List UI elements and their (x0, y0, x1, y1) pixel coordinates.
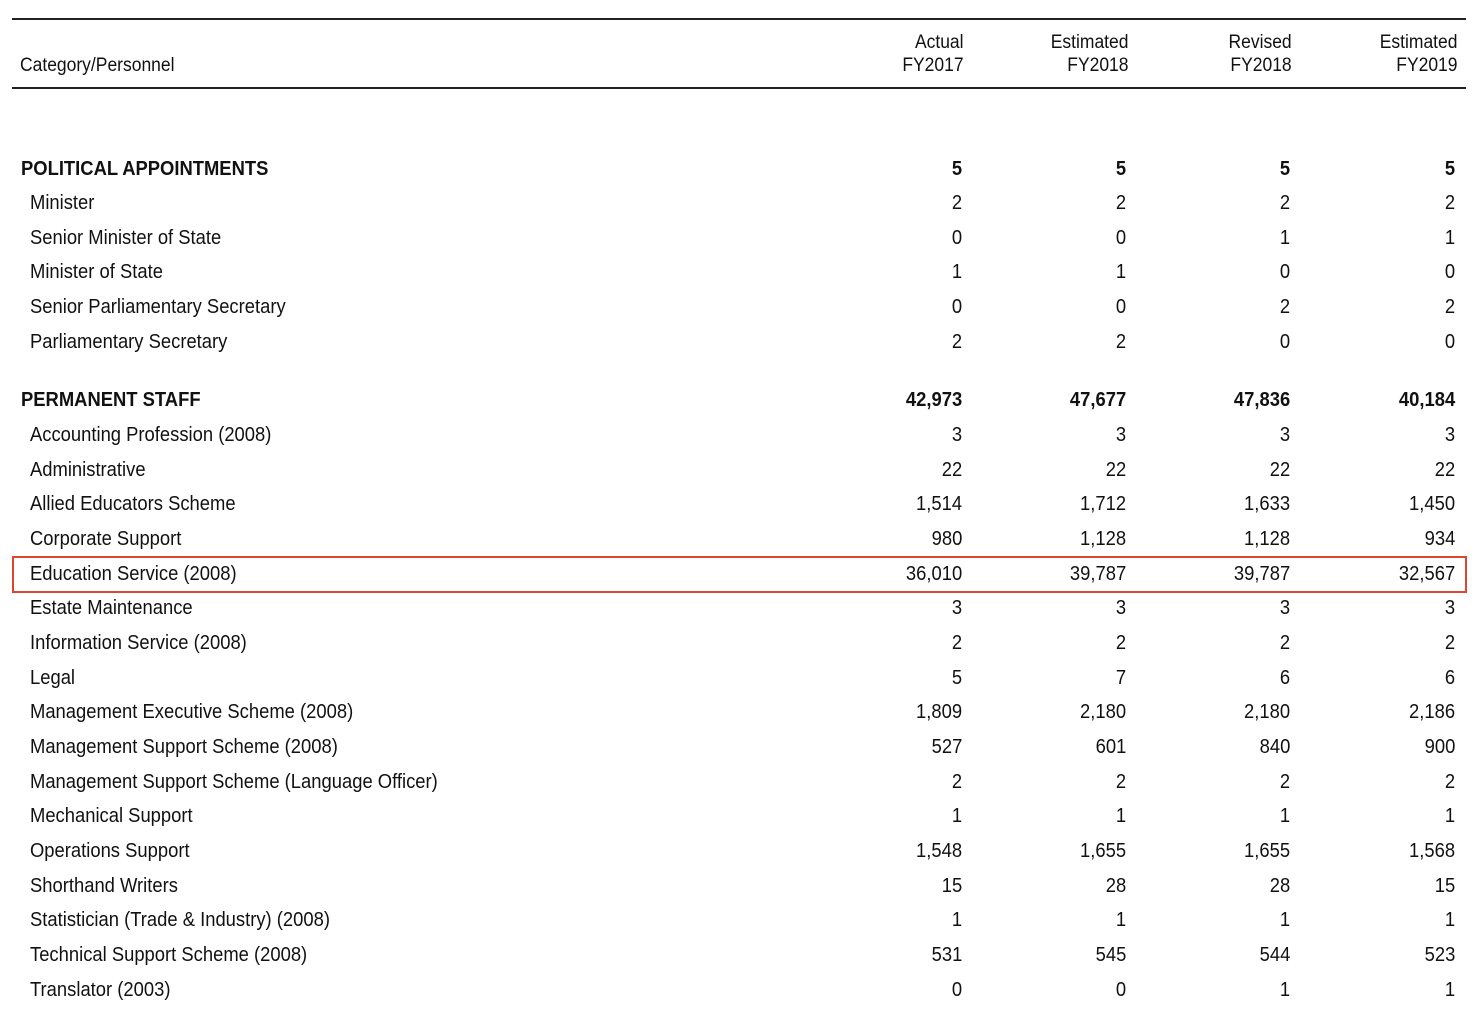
column-header-line2: FY2018 (1066, 55, 1128, 76)
value-cell: 531 (931, 944, 962, 966)
value-cell: 7 (1115, 667, 1126, 689)
column-header-line1: Estimated (1379, 32, 1457, 53)
table-row (12, 765, 1466, 799)
row-label: Corporate Support (30, 528, 182, 550)
table-row (12, 290, 1466, 324)
value-cell: 6 (1279, 667, 1290, 689)
column-header-line1: Estimated (1050, 32, 1128, 53)
column-header-line1: Actual (915, 32, 964, 53)
value-cell: 3 (1279, 424, 1290, 446)
table-row (12, 938, 1466, 972)
row-label: Allied Educators Scheme (30, 493, 236, 515)
value-cell: 3 (1444, 424, 1455, 446)
value-cell: 2,180 (1079, 701, 1126, 723)
table-row (12, 325, 1466, 359)
row-label: Education Service (2008) (30, 563, 237, 585)
group-total-cell: 5 (951, 158, 962, 180)
table-top-rule (12, 18, 1466, 20)
row-label: Accounting Profession (2008) (30, 424, 272, 446)
value-cell: 1 (951, 261, 962, 283)
row-label: Management Support Scheme (Language Officer) (30, 771, 438, 793)
value-cell: 2 (951, 331, 962, 353)
table-row (12, 186, 1466, 220)
value-cell: 22 (941, 459, 962, 481)
value-cell: 5 (951, 667, 962, 689)
value-cell: 22 (1105, 459, 1126, 481)
table-row (12, 799, 1466, 833)
value-cell: 1 (1115, 909, 1126, 931)
value-cell: 1 (1279, 979, 1290, 1001)
value-cell: 1 (1279, 227, 1290, 249)
value-cell: 1,128 (1079, 528, 1126, 550)
value-cell: 544 (1259, 944, 1290, 966)
table-row (12, 221, 1466, 255)
value-cell: 900 (1424, 736, 1455, 758)
row-label: Minister (30, 192, 95, 214)
value-cell: 15 (941, 875, 962, 897)
value-cell: 934 (1424, 528, 1455, 550)
value-cell: 0 (951, 979, 962, 1001)
value-cell: 2 (951, 192, 962, 214)
column-header-estimated-fy2018 (1050, 31, 1128, 77)
group-title: PERMANENT STAFF (21, 389, 201, 411)
value-cell: 1,450 (1408, 493, 1455, 515)
value-cell: 2 (1279, 192, 1290, 214)
table-row (12, 626, 1466, 660)
value-cell: 2 (1115, 192, 1126, 214)
value-cell: 3 (951, 424, 962, 446)
row-label: Mechanical Support (30, 805, 193, 827)
value-cell: 3 (1444, 597, 1455, 619)
column-header-line2: FY2018 (1230, 55, 1292, 76)
row-label: Administrative (30, 459, 146, 481)
value-cell: 1 (1444, 227, 1455, 249)
column-header-revised-fy2018 (1229, 31, 1292, 77)
value-cell: 0 (1279, 261, 1290, 283)
row-label: Technical Support Scheme (2008) (30, 944, 308, 966)
value-cell: 1,514 (915, 493, 962, 515)
value-cell: 3 (1115, 424, 1126, 446)
column-header-actual-fy2017 (903, 31, 964, 77)
value-cell: 0 (1115, 979, 1126, 1001)
value-cell: 1,809 (915, 701, 962, 723)
value-cell: 39,787 (1069, 563, 1126, 585)
table-row (12, 453, 1466, 487)
value-cell: 0 (1444, 261, 1455, 283)
row-label: Operations Support (30, 840, 190, 862)
value-cell: 980 (931, 528, 962, 550)
value-cell: 2,186 (1408, 701, 1455, 723)
row-label: Information Service (2008) (30, 632, 247, 654)
group-header-row (12, 383, 1466, 417)
group-total-cell: 5 (1279, 158, 1290, 180)
column-header-line2: FY2017 (902, 55, 964, 76)
value-cell: 1 (1115, 261, 1126, 283)
table-row (12, 834, 1466, 868)
value-cell: 545 (1095, 944, 1126, 966)
value-cell: 2 (1115, 632, 1126, 654)
value-cell: 28 (1269, 875, 1290, 897)
column-header-line1: Revised (1228, 32, 1292, 53)
row-label: Management Executive Scheme (2008) (30, 701, 354, 723)
table-row (12, 418, 1466, 452)
value-cell: 1,633 (1243, 493, 1290, 515)
value-cell: 2 (1444, 632, 1455, 654)
group-total-cell: 40,184 (1398, 389, 1455, 411)
group-total-cell: 5 (1444, 158, 1455, 180)
table-row (12, 695, 1466, 729)
column-header-line2: FY2019 (1395, 55, 1457, 76)
row-label: Statistician (Trade & Industry) (2008) (30, 909, 330, 931)
value-cell: 601 (1095, 736, 1126, 758)
value-cell: 1 (1444, 909, 1455, 931)
value-cell: 2 (1444, 296, 1455, 318)
header-bottom-rule (12, 87, 1466, 89)
value-cell: 1,548 (915, 840, 962, 862)
row-label: Translator (2003) (30, 979, 171, 1001)
value-cell: 840 (1259, 736, 1290, 758)
group-total-cell: 42,973 (905, 389, 962, 411)
value-cell: 1 (1279, 909, 1290, 931)
value-cell: 22 (1269, 459, 1290, 481)
value-cell: 0 (1115, 227, 1126, 249)
row-label: Senior Parliamentary Secretary (30, 296, 286, 318)
value-cell: 6 (1444, 667, 1455, 689)
value-cell: 2 (1279, 296, 1290, 318)
value-cell: 0 (1115, 296, 1126, 318)
value-cell: 2 (951, 632, 962, 654)
value-cell: 2 (1115, 331, 1126, 353)
value-cell: 3 (1115, 597, 1126, 619)
group-total-cell: 5 (1115, 158, 1126, 180)
value-cell: 0 (1279, 331, 1290, 353)
value-cell: 1 (1444, 979, 1455, 1001)
table-row (12, 487, 1466, 521)
value-cell: 2 (951, 771, 962, 793)
group-header-row (12, 152, 1466, 186)
row-label: Estate Maintenance (30, 597, 193, 619)
value-cell: 1,712 (1079, 493, 1126, 515)
value-cell: 1,128 (1243, 528, 1290, 550)
table-row (12, 973, 1466, 1007)
value-cell: 1,655 (1243, 840, 1290, 862)
table-row (12, 591, 1466, 625)
value-cell: 1 (1115, 805, 1126, 827)
group-title: POLITICAL APPOINTMENTS (21, 158, 269, 180)
row-label: Shorthand Writers (30, 875, 178, 897)
value-cell: 0 (951, 227, 962, 249)
value-cell: 22 (1434, 459, 1455, 481)
value-cell: 2 (1115, 771, 1126, 793)
row-label: Senior Minister of State (30, 227, 222, 249)
value-cell: 0 (951, 296, 962, 318)
value-cell: 2 (1444, 192, 1455, 214)
table-row (12, 730, 1466, 764)
table-row (12, 661, 1466, 695)
value-cell: 523 (1424, 944, 1455, 966)
value-cell: 527 (931, 736, 962, 758)
row-label: Minister of State (30, 261, 163, 283)
table-row (12, 903, 1466, 937)
value-cell: 1 (1279, 805, 1290, 827)
value-cell: 1,568 (1408, 840, 1455, 862)
value-cell: 1,655 (1079, 840, 1126, 862)
table-row (12, 255, 1466, 289)
value-cell: 2,180 (1243, 701, 1290, 723)
value-cell: 2 (1279, 771, 1290, 793)
category-column-header: Category/Personnel (20, 55, 175, 76)
value-cell: 2 (1444, 771, 1455, 793)
value-cell: 28 (1105, 875, 1126, 897)
table-row (12, 869, 1466, 903)
value-cell: 3 (951, 597, 962, 619)
value-cell: 32,567 (1398, 563, 1455, 585)
table-row (12, 557, 1466, 591)
value-cell: 36,010 (905, 563, 962, 585)
value-cell: 39,787 (1233, 563, 1290, 585)
value-cell: 2 (1279, 632, 1290, 654)
group-total-cell: 47,836 (1233, 389, 1290, 411)
row-label: Management Support Scheme (2008) (30, 736, 338, 758)
table-row (12, 522, 1466, 556)
column-header-estimated-fy2019 (1379, 31, 1457, 77)
value-cell: 0 (1444, 331, 1455, 353)
value-cell: 1 (951, 909, 962, 931)
value-cell: 3 (1279, 597, 1290, 619)
row-label: Parliamentary Secretary (30, 331, 228, 353)
value-cell: 15 (1434, 875, 1455, 897)
row-label: Legal (30, 667, 76, 689)
value-cell: 1 (951, 805, 962, 827)
group-total-cell: 47,677 (1069, 389, 1126, 411)
value-cell: 1 (1444, 805, 1455, 827)
